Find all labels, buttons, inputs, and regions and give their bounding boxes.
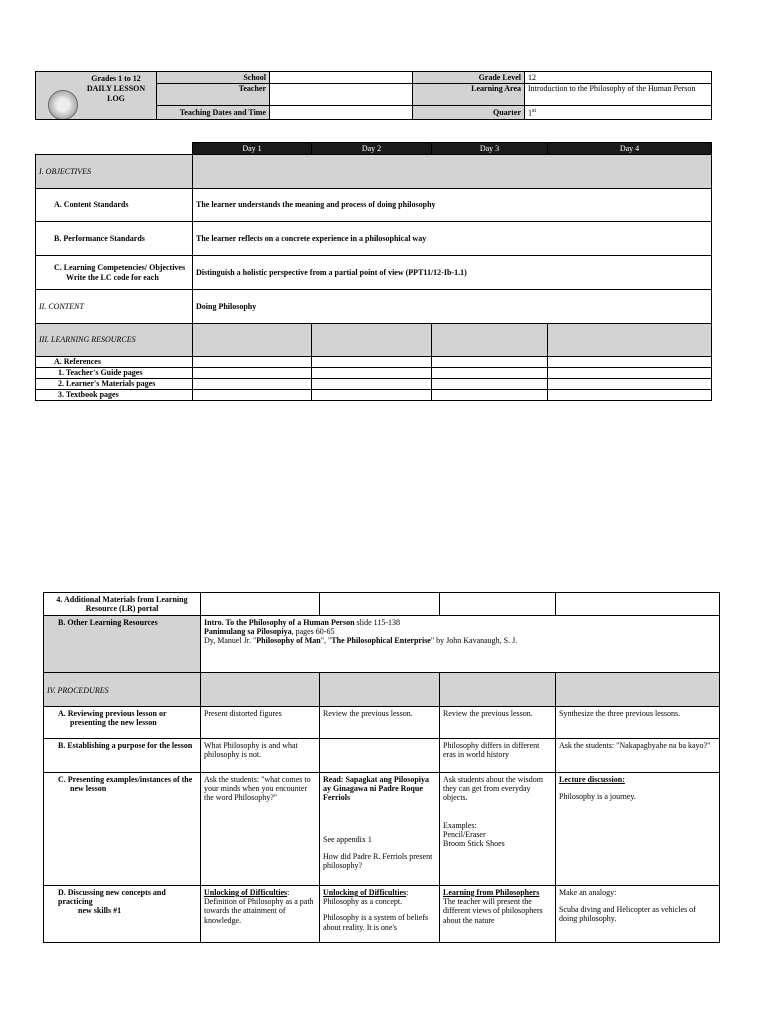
discussing-day1-rest: : bbox=[287, 888, 290, 897]
discussing-day3-bold: Learning from Philosophers bbox=[443, 888, 540, 897]
other-res-line2-rest: , pages 60-65 bbox=[291, 627, 335, 637]
discussing-day1 bbox=[201, 886, 320, 943]
presenting-day2-p3: How did Padre R. Ferriols present philosophy? bbox=[323, 851, 433, 870]
competencies-label bbox=[36, 256, 193, 290]
purpose-day1: What Philosophy is and what philosophy is not. bbox=[201, 739, 320, 773]
discussing-day2-p3: Philosophy is a system of beliefs about reality. It is one's bbox=[323, 913, 429, 932]
additional-materials-label bbox=[44, 593, 201, 616]
reviewing-day4: Synthesize the three previous lessons. bbox=[556, 707, 720, 739]
presenting-day1: Ask the students: "what comes to your minds when you encounter the word Philosophy?" bbox=[201, 773, 320, 886]
objectives-table bbox=[35, 142, 712, 401]
reviewing-label-line2: presenting the new lesson bbox=[70, 718, 157, 728]
other-res-line3-b: Philosophy of Man bbox=[256, 636, 321, 646]
header-table bbox=[35, 71, 712, 120]
discussing-label-line2: new skills #1 bbox=[78, 906, 122, 916]
competencies-label-line2: Write the LC code for each bbox=[66, 272, 159, 282]
other-res-line3-a: Dy, Manuel Jr. " bbox=[204, 636, 257, 646]
dll-title-line2: DAILY LESSON bbox=[86, 84, 146, 93]
content-standards-label: A. Content Standards bbox=[36, 189, 193, 222]
learning-area-label: Learning Area bbox=[413, 84, 525, 106]
discussing-day4 bbox=[556, 886, 720, 943]
reviewing-label bbox=[44, 707, 201, 739]
other-resources-value bbox=[201, 616, 720, 673]
procedures-heading: IV. PROCEDURES bbox=[44, 673, 201, 707]
reviewing-day3: Review the previous lesson. bbox=[440, 707, 556, 739]
day-4-header: Day 4 bbox=[548, 143, 712, 155]
presenting-day3-p2: Examples: bbox=[443, 820, 477, 830]
additional-materials-line2: Resource (LR) portal bbox=[85, 604, 159, 614]
reviewing-label-line1: A. Reviewing previous lesson or bbox=[58, 709, 167, 718]
school-label: School bbox=[157, 72, 270, 84]
dates-field[interactable] bbox=[270, 106, 413, 120]
reviewing-day1: Present distorted figures bbox=[201, 707, 320, 739]
other-res-line1-bold: Intro. To the Philosophy of a Human Person bbox=[204, 618, 355, 627]
other-res-line2-bold: Panimulang sa Pilosopiya bbox=[204, 627, 292, 637]
additional-materials-line1: 4. Additional Materials from Learning bbox=[56, 595, 188, 604]
dates-label: Teaching Dates and Time bbox=[157, 106, 270, 120]
discussing-day4-p1: Make an analogy: bbox=[559, 888, 617, 897]
purpose-day4: Ask the students: "Nakapagbyahe na ba kayo?" bbox=[556, 739, 720, 773]
school-field[interactable] bbox=[270, 72, 413, 84]
discussing-day2-p2: Philosophy as a concept. bbox=[323, 897, 403, 907]
learning-area-field[interactable]: Introduction to the Philosophy of the Human Person bbox=[525, 84, 712, 106]
teacher-field[interactable] bbox=[270, 84, 413, 106]
presenting-label-line2: new lesson bbox=[70, 784, 107, 794]
quarter-field[interactable] bbox=[525, 106, 712, 120]
performance-standards-label: B. Performance Standards bbox=[36, 222, 193, 256]
presenting-day3-p4: Broom Stick Shoes bbox=[443, 838, 505, 848]
purpose-day2 bbox=[320, 739, 440, 773]
competencies-value: Distinguish a holistic perspective from a partial point of view (PPT11/12-Ib-1.1) bbox=[193, 256, 712, 290]
other-resources-label: B. Other Learning Resources bbox=[44, 616, 201, 673]
content-standards-value: The learner understands the meaning and process of doing philosophy bbox=[193, 189, 712, 222]
other-res-line1-rest: slide 115-138 bbox=[354, 618, 401, 627]
discussing-day2-rest: : bbox=[406, 888, 409, 897]
teacher-label: Teacher bbox=[157, 84, 270, 106]
discussing-day1-bold: Unlocking of Difficulties bbox=[204, 888, 288, 897]
discussing-day1-p2: Definition of Philosophy as a path towards the attainment of knowledge. bbox=[204, 897, 314, 925]
procedures-table bbox=[43, 592, 720, 943]
other-res-line3-e: " by John Kavanaugh, S. J. bbox=[430, 636, 518, 646]
discussing-label bbox=[44, 886, 201, 943]
purpose-day3: Philosophy differs in different eras in world history bbox=[440, 739, 556, 773]
textbook-label: 3. Textbook pages bbox=[36, 390, 193, 401]
presenting-day3-p1: Ask students about the wisdom they can get from everyday objects. bbox=[443, 775, 543, 803]
discussing-day3-p2: The teacher will present the different views of philosophers about the nature bbox=[443, 897, 543, 925]
other-res-line3-c: ", " bbox=[320, 636, 332, 646]
performance-standards-value: The learner reflects on a concrete experience in a philosophical way bbox=[193, 222, 712, 256]
discussing-day2 bbox=[320, 886, 440, 943]
objectives-heading: I. OBJECTIVES bbox=[36, 155, 193, 189]
dll-title-cell bbox=[36, 72, 157, 120]
learning-resources-heading: III. LEARNING RESOURCES bbox=[36, 324, 193, 357]
discussing-day3 bbox=[440, 886, 556, 943]
presenting-day3-p3: Pencil/Eraser bbox=[443, 829, 486, 839]
presenting-day2 bbox=[320, 773, 440, 886]
grade-level-field[interactable]: 12 bbox=[525, 72, 712, 84]
content-value: Doing Philosophy bbox=[193, 290, 712, 324]
presenting-day4-bold: Lecture discussion: bbox=[559, 775, 625, 784]
presenting-label-line1: C. Presenting examples/instances of the bbox=[58, 775, 193, 784]
discussing-label-line1: D. Discussing new concepts and practicing bbox=[58, 888, 166, 907]
day-1-header: Day 1 bbox=[193, 143, 312, 155]
teachers-guide-label: 1. Teacher's Guide pages bbox=[36, 368, 193, 379]
dll-title-line1: Grades 1 to 12 bbox=[91, 74, 141, 83]
deped-seal-icon bbox=[48, 90, 78, 120]
presenting-day3 bbox=[440, 773, 556, 886]
content-heading: II. CONTENT bbox=[36, 290, 193, 324]
day-2-header: Day 2 bbox=[312, 143, 432, 155]
presenting-day2-bold: Read: Sapagkat ang Pilosopiya ay Ginagawa ni Padre Roque Ferriols bbox=[323, 775, 430, 803]
day-3-header: Day 3 bbox=[432, 143, 548, 155]
references-label: A. References bbox=[36, 357, 193, 368]
presenting-day4 bbox=[556, 773, 720, 886]
learners-materials-label: 2. Learner's Materials pages bbox=[36, 379, 193, 390]
presenting-day4-p2: Philosophy is a journey. bbox=[559, 792, 636, 802]
quarter-label: Quarter bbox=[413, 106, 525, 120]
grade-level-label: Grade Level bbox=[413, 72, 525, 84]
purpose-label: B. Establishing a purpose for the lesson bbox=[44, 739, 201, 773]
discussing-day2-bold: Unlocking of Difficulties bbox=[323, 888, 407, 897]
competencies-label-line1: C. Learning Competencies/ Objectives bbox=[54, 263, 186, 273]
discussing-day4-p2: Scuba diving and Helicopter as vehicles of doing philosophy. bbox=[559, 905, 696, 924]
quarter-value: 1 bbox=[528, 108, 532, 118]
quarter-sup: st bbox=[532, 107, 537, 114]
reviewing-day2: Review the previous lesson. bbox=[320, 707, 440, 739]
other-res-line3-d: The Philosophical Enterprise bbox=[331, 636, 431, 646]
dll-title-line3: LOG bbox=[107, 94, 125, 103]
presenting-day2-p2: See appendix 1 bbox=[323, 834, 372, 844]
presenting-label bbox=[44, 773, 201, 886]
